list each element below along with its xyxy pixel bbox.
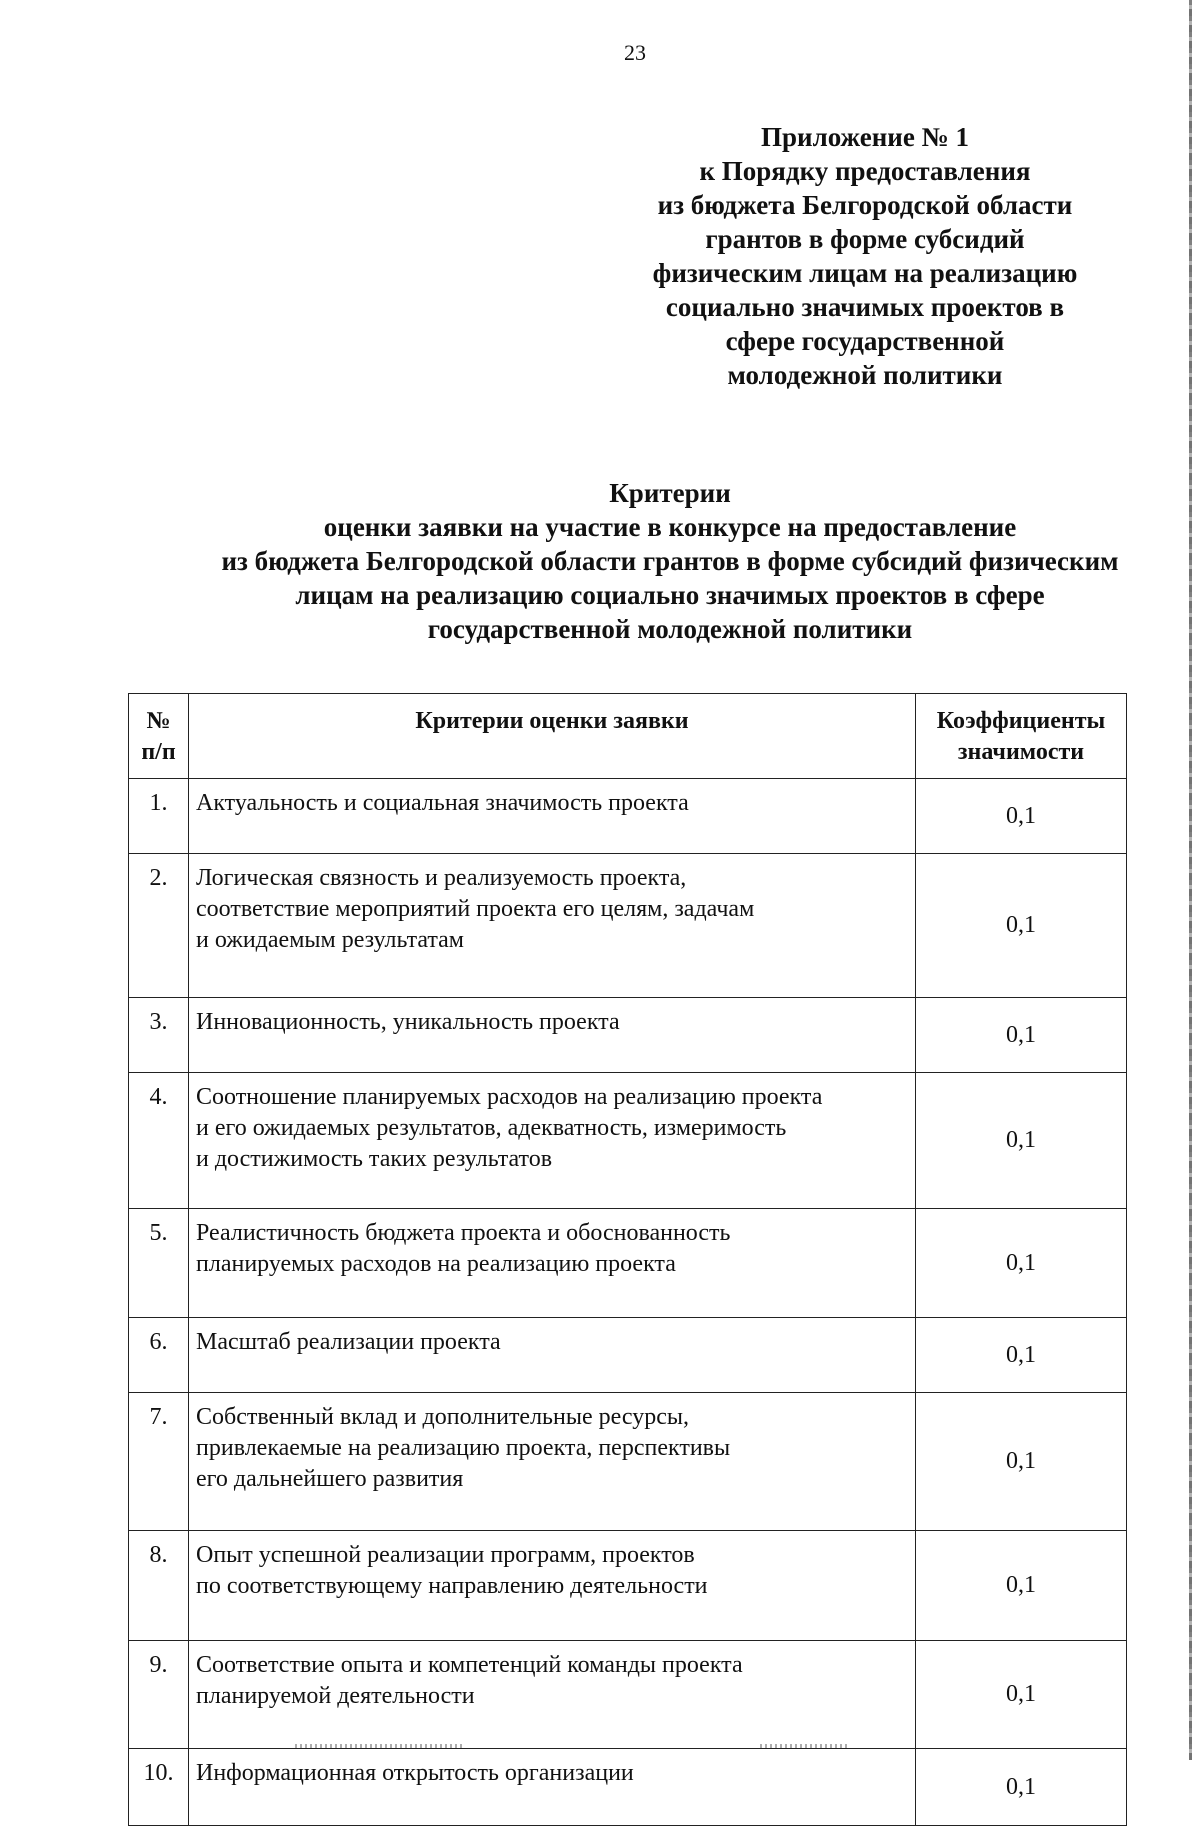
criterion-line: Соотношение планируемых расходов на реализацию проекта [196,1084,823,1110]
appendix-line: Приложение № 1 [761,122,969,152]
criterion-line: Реалистичность бюджета проекта и обоснованность [196,1220,731,1246]
row-number: 4. [129,1073,189,1209]
header-coefficient-line1: Коэффициенты [936,708,1106,734]
table-row [129,998,1127,1073]
title-line: из бюджета Белгородской области грантов в форме субсидий физическим [221,546,1119,576]
criterion-line: привлекаемые на реализацию проекта, перспективы [196,1435,731,1461]
row-criterion [189,1209,916,1318]
criterion-line: Собственный вклад и дополнительные ресурсы, [196,1404,689,1430]
row-criterion [189,1531,916,1641]
criterion-line: Актуальность и социальная значимость проекта [196,790,689,816]
criterion-line: и его ожидаемых результатов, адекватность, измеримость [196,1115,787,1141]
row-criterion [189,1318,916,1393]
title-line: лицам на реализацию социально значимых проектов в сфере [295,580,1045,610]
row-criterion [189,779,916,854]
row-number: 2. [129,854,189,998]
table-row [129,1209,1127,1318]
criteria-table [128,693,1127,1826]
scan-edge-shadow [1189,0,1192,1760]
criterion-line: Соответствие опыта и компетенций команды проекта [196,1652,743,1678]
appendix-line: из бюджета Белгородской области [657,190,1073,220]
header-coefficient-line2: значимости [957,739,1085,765]
criterion-line: планируемых расходов на реализацию проекта [196,1251,676,1277]
table-row [129,1318,1127,1393]
header-coefficient [916,694,1127,779]
criterion-line: Инновационность, уникальность проекта [196,1009,620,1035]
row-criterion [189,1393,916,1531]
table-row [129,779,1127,854]
header-number-line1: № [146,708,171,734]
appendix-heading [600,120,1130,392]
row-criterion [189,998,916,1073]
document-title [130,476,1200,646]
table-row [129,854,1127,998]
table-row [129,1393,1127,1531]
scan-artifact [295,1744,465,1748]
row-number: 5. [129,1209,189,1318]
row-coefficient: 0,1 [916,1073,1127,1209]
title-line: государственной молодежной политики [427,614,913,644]
row-coefficient: 0,1 [916,854,1127,998]
scan-artifact [760,1744,850,1748]
table-row [129,1641,1127,1749]
appendix-line: грантов в форме субсидий [705,224,1025,254]
row-criterion [189,1073,916,1209]
row-coefficient: 0,1 [916,779,1127,854]
criterion-line: Логическая связность и реализуемость проекта, [196,865,687,891]
criterion-line: и ожидаемым результатам [196,927,464,953]
row-number: 10. [129,1749,189,1826]
row-number: 8. [129,1531,189,1641]
appendix-line: физическим лицам на реализацию [652,258,1078,288]
row-number: 1. [129,779,189,854]
appendix-line: социально значимых проектов в [665,292,1065,322]
row-number: 3. [129,998,189,1073]
row-criterion [189,1641,916,1749]
row-criterion [189,854,916,998]
criterion-line: его дальнейшего развития [196,1466,464,1492]
criterion-line: Опыт успешной реализации программ, проектов [196,1542,695,1568]
table-row [129,1531,1127,1641]
criterion-line: Информационная открытость организации [196,1760,634,1786]
appendix-line: к Порядку предоставления [699,156,1031,186]
header-number-line2: п/п [141,739,176,765]
row-coefficient: 0,1 [916,998,1127,1073]
page-number: 23 [624,40,646,65]
row-number: 7. [129,1393,189,1531]
table-row [129,1073,1127,1209]
row-coefficient: 0,1 [916,1393,1127,1531]
row-coefficient: 0,1 [916,1749,1127,1826]
row-coefficient: 0,1 [916,1531,1127,1641]
appendix-line: молодежной политики [727,360,1003,390]
row-coefficient: 0,1 [916,1641,1127,1749]
header-criteria: Критерии оценки заявки [189,694,916,779]
header-number [129,694,189,779]
row-number: 9. [129,1641,189,1749]
title-line: оценки заявки на участие в конкурсе на предоставление [323,512,1017,542]
criterion-line: Масштаб реализации проекта [196,1329,501,1355]
criterion-line: соответствие мероприятий проекта его целям, задачам [196,896,755,922]
criterion-line: по соответствующему направлению деятельности [196,1573,708,1599]
row-number: 6. [129,1318,189,1393]
title-line: Критерии [609,478,731,508]
row-criterion [189,1749,916,1826]
row-coefficient: 0,1 [916,1209,1127,1318]
criterion-line: планируемой деятельности [196,1683,475,1709]
row-coefficient: 0,1 [916,1318,1127,1393]
criterion-line: и достижимость таких результатов [196,1146,553,1172]
appendix-line: сфере государственной [725,326,1005,356]
table-row [129,1749,1127,1826]
table-header-row [129,694,1127,779]
